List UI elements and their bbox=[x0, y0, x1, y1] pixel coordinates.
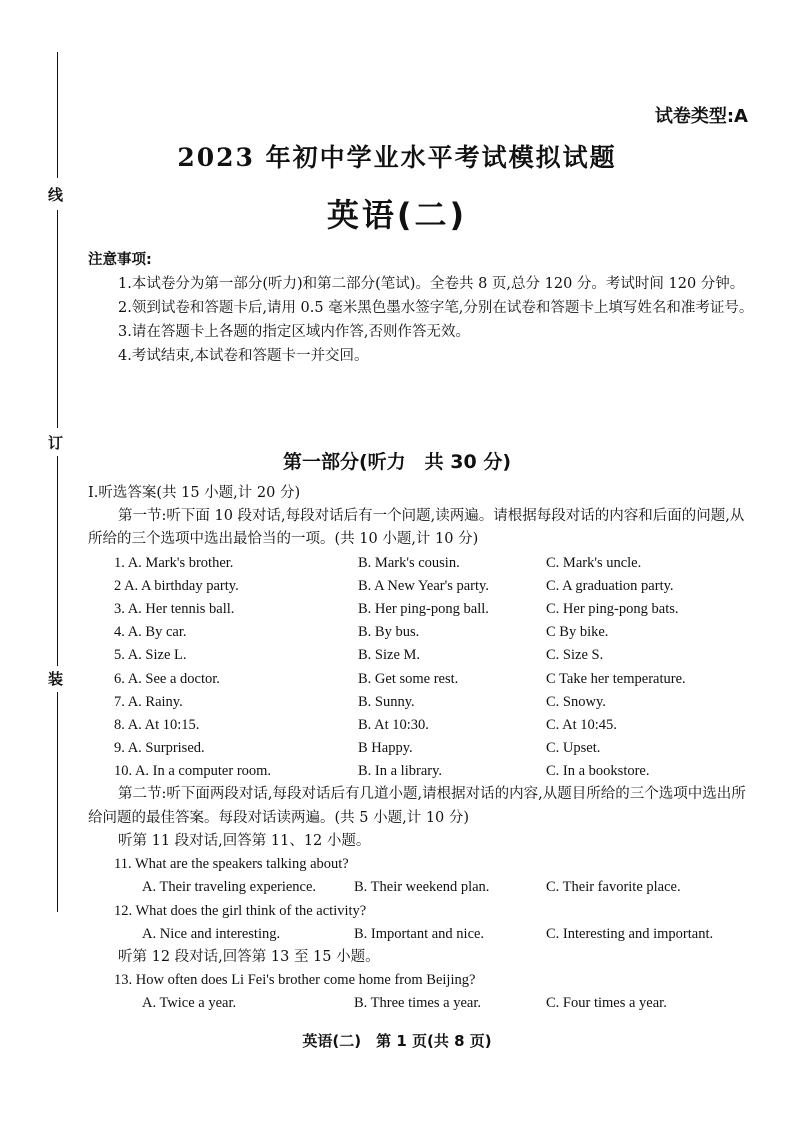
option-b: B. In a library. bbox=[358, 763, 443, 780]
option-c: C. Size S. bbox=[546, 647, 604, 664]
question-11-options bbox=[88, 876, 754, 899]
dialog11-intro: 听第 11 段对话,回答第 11、12 小题。 bbox=[118, 832, 371, 849]
binding-char-zhuang: 装 bbox=[48, 670, 64, 688]
option-c: C Take her temperature. bbox=[546, 670, 686, 687]
option-a: 3. A. Her tennis ball. bbox=[114, 600, 235, 617]
option-b: B. By bus. bbox=[358, 624, 420, 641]
question-list-1-10 bbox=[88, 552, 754, 784]
option-c: C. Mark's uncle. bbox=[546, 554, 642, 571]
option-a: A. Their traveling experience. bbox=[142, 879, 317, 896]
option-c: C By bike. bbox=[546, 624, 609, 641]
option-c: C. Her ping-pong bats. bbox=[546, 600, 679, 617]
question-row bbox=[88, 552, 754, 575]
option-c: C. Snowy. bbox=[546, 693, 606, 710]
binding-line-mid-2 bbox=[57, 456, 58, 666]
option-b: B. A New Year's party. bbox=[358, 577, 489, 594]
notes-item-4: 4.考试结束,本试卷和答题卡一并交回。 bbox=[118, 348, 369, 364]
question-row bbox=[88, 644, 754, 667]
notes-heading: 注意事项: bbox=[88, 252, 152, 268]
option-c: C. Four times a year. bbox=[546, 995, 667, 1012]
binding-line-mid-1 bbox=[57, 210, 58, 428]
option-b: B. Size M. bbox=[358, 647, 421, 664]
option-b: B. Sunny. bbox=[358, 693, 415, 710]
question-12-stem: 12. What does the girl think of the activity? bbox=[114, 902, 367, 919]
option-b: B. Important and nice. bbox=[354, 925, 485, 942]
option-c: C. Upset. bbox=[546, 740, 601, 757]
notes-item-1: 1.本试卷分为第一部分(听力)和第二部分(笔试)。全卷共 8 页,总分 120 分。考试时间 120 分钟。 bbox=[118, 276, 745, 292]
question-row bbox=[88, 668, 754, 691]
question-row bbox=[88, 691, 754, 714]
option-c: C. Interesting and important. bbox=[546, 925, 714, 942]
option-a: 9. A. Surprised. bbox=[114, 740, 205, 757]
paper-type-label: 试卷类型:A bbox=[654, 106, 748, 127]
option-a: 10. A. In a computer room. bbox=[114, 763, 272, 780]
option-b: B. Mark's cousin. bbox=[358, 554, 460, 571]
option-b: B. Her ping-pong ball. bbox=[358, 600, 489, 617]
option-b: B Happy. bbox=[358, 740, 413, 757]
question-13-options bbox=[88, 992, 754, 1015]
question-row bbox=[88, 575, 754, 598]
section1-instructions: 第一节:听下面 10 段对话,每段对话后有一个问题,读两遍。请根据每段对话的内容和后面的问题,从所给的三个选项中选出最恰当的一项。(共 10 小题,计 10 分) bbox=[88, 508, 745, 548]
page-footer: 英语(二) 第 1 页(共 8 页) bbox=[302, 1032, 492, 1050]
option-a: A. Nice and interesting. bbox=[142, 925, 281, 942]
option-a: 8. A. At 10:15. bbox=[114, 716, 200, 733]
binding-line-bottom bbox=[57, 692, 58, 912]
option-a: 2 A. A birthday party. bbox=[114, 577, 239, 594]
binding-char-ding: 订 bbox=[48, 434, 64, 452]
option-c: C. In a bookstore. bbox=[546, 763, 650, 780]
option-b: B. Their weekend plan. bbox=[354, 879, 490, 896]
option-b: B. Three times a year. bbox=[354, 995, 481, 1012]
question-row bbox=[88, 760, 754, 783]
section1-heading: Ⅰ.听选答案(共 15 小题,计 20 分) bbox=[88, 485, 301, 501]
option-a: 7. A. Rainy. bbox=[114, 693, 183, 710]
option-c: C. Their favorite place. bbox=[546, 879, 681, 896]
exam-notes bbox=[88, 248, 754, 368]
option-c: C. A graduation party. bbox=[546, 577, 674, 594]
dialog12-intro: 听第 12 段对话,回答第 13 至 15 小题。 bbox=[118, 948, 380, 965]
section2-instructions: 第二节:听下面两段对话,每段对话后有几道小题,请根据对话的内容,从题目所给的三个选项中选出所给问题的最佳答案。每段对话读两遍。(共 5 小题,计 10 分) bbox=[88, 786, 746, 826]
option-a: 5. A. Size L. bbox=[114, 647, 187, 664]
question-row bbox=[88, 737, 754, 760]
option-a: A. Twice a year. bbox=[142, 995, 237, 1012]
listening-section bbox=[88, 482, 754, 1016]
option-a: 1. A. Mark's brother. bbox=[114, 554, 234, 571]
question-13-stem: 13. How often does Li Fei's brother come home from Beijing? bbox=[114, 972, 476, 989]
question-row bbox=[88, 714, 754, 737]
exam-subtitle: 英语(二) bbox=[326, 196, 468, 234]
question-12-options bbox=[88, 923, 754, 946]
notes-item-3: 3.请在答题卡上各题的指定区域内作答,否则作答无效。 bbox=[118, 324, 470, 340]
binding-char-xian: 线 bbox=[48, 186, 64, 204]
option-a: 4. A. By car. bbox=[114, 624, 187, 641]
exam-title: 2023 年初中学业水平考试模拟试题 bbox=[177, 143, 617, 172]
option-a: 6. A. See a doctor. bbox=[114, 670, 220, 687]
question-row bbox=[88, 598, 754, 621]
question-11-stem: 11. What are the speakers talking about? bbox=[114, 856, 349, 873]
option-b: B. At 10:30. bbox=[358, 716, 429, 733]
question-row bbox=[88, 621, 754, 644]
option-c: C. At 10:45. bbox=[546, 716, 617, 733]
part1-title: 第一部分(听力 共 30 分) bbox=[282, 451, 512, 473]
option-b: B. Get some rest. bbox=[358, 670, 459, 687]
notes-item-2: 2.领到试卷和答题卡后,请用 0.5 毫米黑色墨水签字笔,分别在试卷和答题卡上填写姓名和准考证号。 bbox=[118, 300, 754, 316]
